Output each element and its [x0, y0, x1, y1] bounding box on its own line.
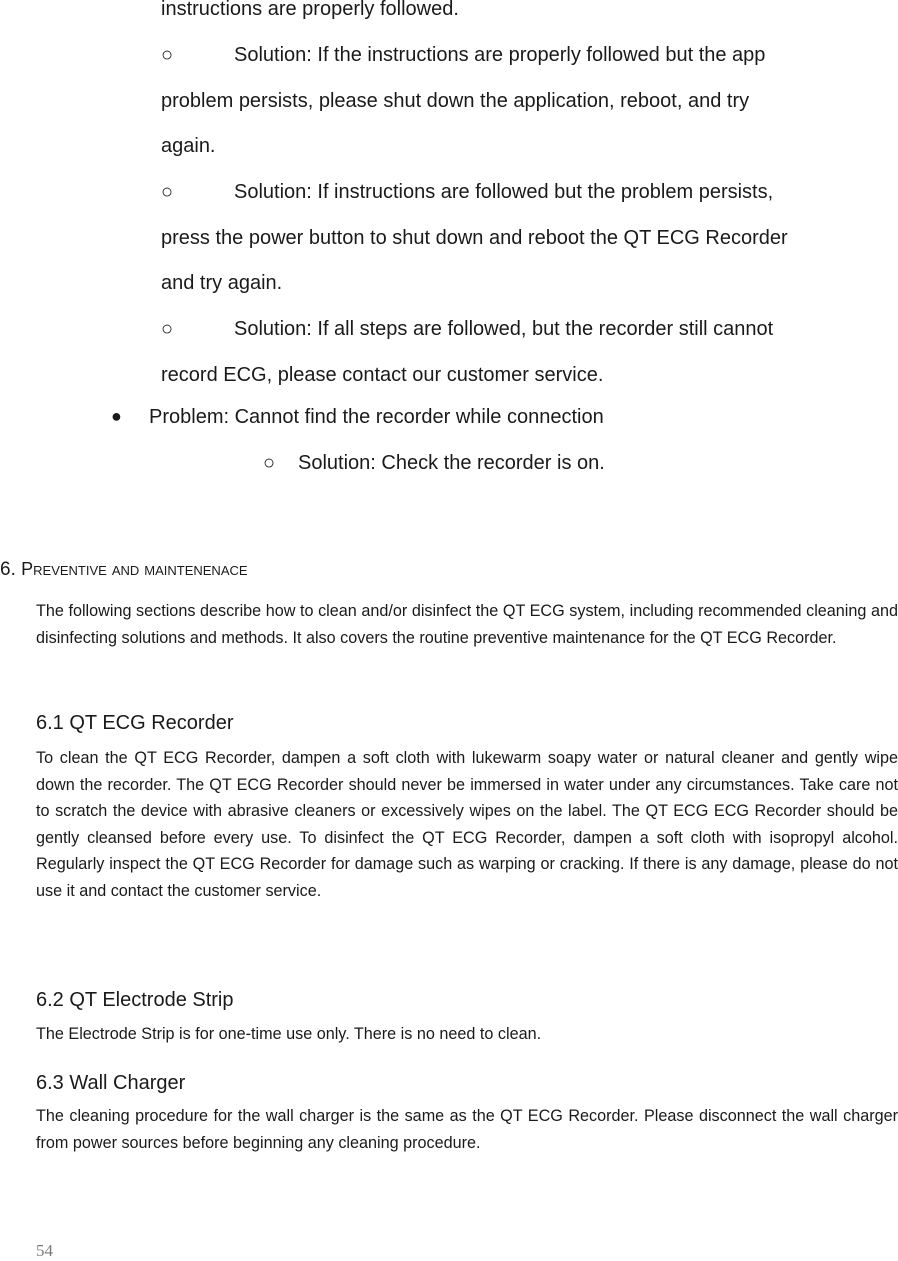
solution-text: Solution: If all steps are followed, but the recorder still cannot	[234, 318, 774, 340]
solution-marker: ○	[161, 181, 174, 203]
section-title: Preventive and maintenenace	[21, 559, 248, 579]
subsection-paragraph: The cleaning procedure for the wall charger is the same as the QT ECG Recorder. Please disconnect the wall charger from power sources before beginning any cleaning procedure.	[36, 1107, 898, 1152]
solution-marker: ○	[161, 44, 174, 66]
subsection-heading: 6.2 QT Electrode Strip	[36, 989, 234, 1011]
section-intro-paragraph: The following sections describe how to clean and/or disinfect the QT ECG system, including recommended cleaning and disinfecting solutions and methods. It also covers the routine preventive maintenance for the QT ECG Recorder.	[36, 602, 898, 647]
subsection-heading: 6.3 Wall Charger	[36, 1072, 186, 1094]
solution-text: Solution: Check the recorder is on.	[298, 452, 605, 474]
page-number: 54	[36, 1241, 53, 1260]
solution-text: press the power button to shut down and reboot the QT ECG Recorder	[161, 227, 788, 249]
solution-text: problem persists, please shut down the application, reboot, and try	[161, 90, 750, 112]
section-heading	[0, 559, 248, 581]
solution-text: Solution: If the instructions are properly followed but the app	[234, 44, 766, 66]
subsection-paragraph: The Electrode Strip is for one-time use only. There is no need to clean.	[36, 1025, 542, 1043]
subsection-heading: 6.1 QT ECG Recorder	[36, 712, 234, 734]
solution-text: record ECG, please contact our customer service.	[161, 364, 604, 386]
solution-text: Solution: If instructions are followed but the problem persists,	[234, 181, 774, 203]
solution-text: and try again.	[161, 272, 283, 294]
problem-text: Problem: Cannot find the recorder while connection	[149, 406, 604, 428]
continued-text-line: instructions are properly followed.	[161, 0, 459, 20]
solution-text: again.	[161, 135, 216, 157]
subsection-paragraph: To clean the QT ECG Recorder, dampen a soft cloth with lukewarm soapy water or natural cleaner and gently wipe down the recorder. The QT ECG Recorder should never be immersed in water under any circumstances. Take care not to scratch the device with abrasive cleaners or excessively wipes on the label. The QT ECG ECG Recorder should be gently cleansed before every use. To disinfect the QT ECG Recorder, dampen a soft cloth with isopropyl alcohol. Regularly inspect the QT ECG Recorder for damage such as warping or cracking. If there is any damage, please do not use it and contact the customer service.	[36, 749, 898, 900]
bullet-icon: ●	[111, 406, 122, 426]
section-number: 6.	[0, 559, 22, 580]
solution-marker: ○	[263, 452, 276, 474]
solution-marker: ○	[161, 318, 174, 340]
